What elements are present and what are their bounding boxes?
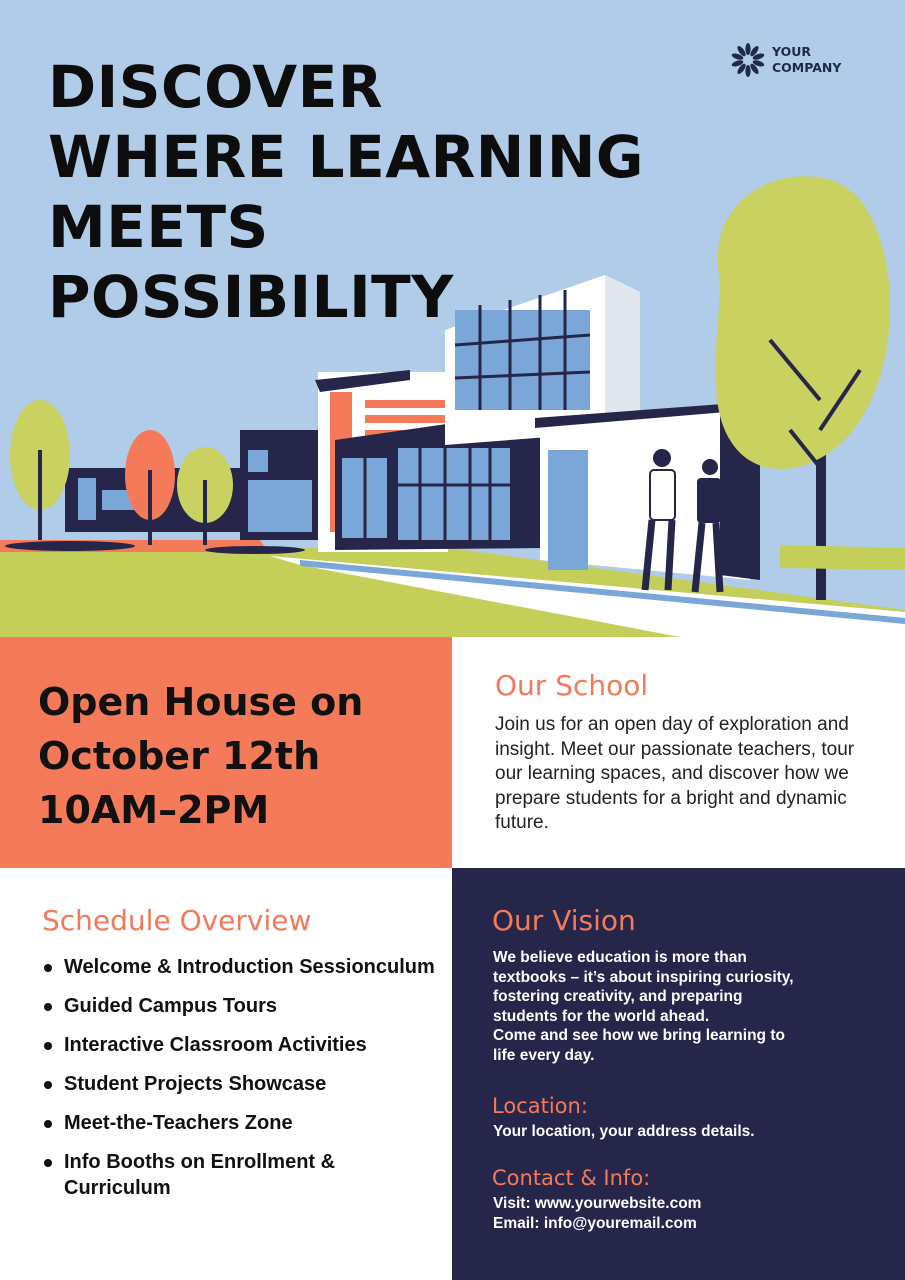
email-text: Email: info@youremail.com <box>493 1215 697 1232</box>
hero-section <box>0 0 905 637</box>
list-item: Interactive Classroom Activities <box>42 1032 442 1058</box>
location-title: Location: <box>492 1094 588 1118</box>
our-school-title: Our School <box>495 669 649 702</box>
bullet-dot-icon <box>44 1042 52 1050</box>
location-text: Your location, your address details. <box>493 1123 755 1140</box>
list-item: Guided Campus Tours <box>42 993 442 1019</box>
headline-line: MEETS <box>48 193 269 261</box>
our-vision-body: We believe education is more than textbooks – it’s about inspiring curiosity, fostering creativity, and preparing students for the world ahead. Come and see how we bring learning to life every day. <box>493 949 794 1064</box>
company-name: YOUR COMPANY <box>772 44 842 75</box>
bullet-dot-icon <box>44 1120 52 1128</box>
schedule-list <box>42 954 442 1214</box>
bullet-dot-icon <box>44 964 52 972</box>
bullet-dot-icon <box>44 1003 52 1011</box>
list-item: Meet-the-Teachers Zone <box>42 1110 442 1136</box>
open-house-heading: Open House on October 12th 10AM–2PM <box>38 680 364 832</box>
company-logo <box>730 42 841 78</box>
schedule-panel <box>0 868 452 1280</box>
bullet-dot-icon <box>44 1081 52 1089</box>
list-item: Welcome & Introduction Sessionculum <box>42 954 442 980</box>
bullet-dot-icon <box>44 1159 52 1167</box>
headline-line: DISCOVER <box>48 53 383 121</box>
our-school-body: Join us for an open day of exploration and insight. Meet our passionate teachers, tour our learning spaces, and discover how we prepare students for a bright and dynamic future. <box>495 714 855 833</box>
hero-headline <box>48 52 644 332</box>
our-vision-panel <box>452 868 905 1280</box>
schedule-title: Schedule Overview <box>42 904 312 937</box>
website-text: Visit: www.yourwebsite.com <box>493 1195 702 1212</box>
list-item: Info Booths on Enrollment & Curriculum <box>42 1149 442 1201</box>
our-vision-title: Our Vision <box>492 904 636 937</box>
contact-title: Contact & Info: <box>492 1166 651 1190</box>
flower-burst-icon <box>730 42 766 78</box>
list-item: Student Projects Showcase <box>42 1071 442 1097</box>
headline-line: POSSIBILITY <box>48 263 454 331</box>
our-school-panel <box>452 637 905 868</box>
open-house-panel <box>0 637 452 868</box>
headline-line: WHERE LEARNING <box>48 123 645 191</box>
